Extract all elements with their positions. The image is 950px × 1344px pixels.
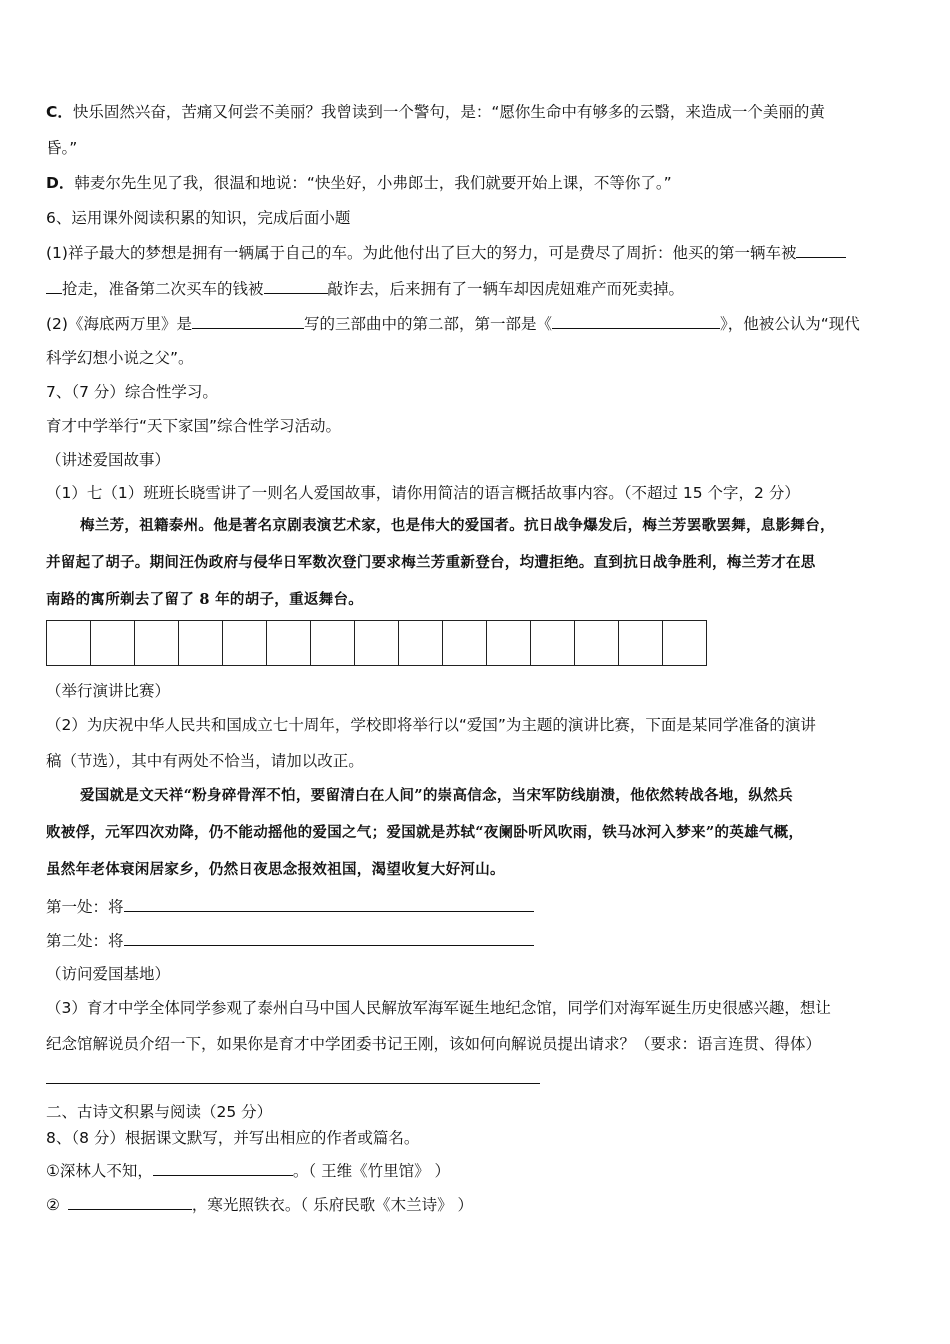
- option-c-line2: 昏。”: [46, 139, 78, 157]
- q8-title: 8、（8 分）根据课文默写，并写出相应的作者或篇名。: [46, 1129, 420, 1147]
- answer-blank[interactable]: [796, 242, 846, 258]
- q6-p1-line2: 抢走，准备第二次买车的钱被 敲诈去，后来拥有了一辆车却因虎妞难产而死卖掉。: [46, 278, 906, 299]
- fix-first: 第一处：将: [46, 896, 906, 917]
- q6-p2-line2: 科学幻想小说之父”。: [46, 349, 194, 367]
- q7-intro: 育才中学举行“天下家国”综合性学习活动。: [46, 417, 342, 435]
- answer-cell[interactable]: [443, 621, 487, 665]
- q8-item2: ② ，寒光照铁衣。（ 乐府民歌《木兰诗》 ）: [46, 1196, 474, 1214]
- answer-cell[interactable]: [531, 621, 575, 665]
- answer-blank[interactable]: [68, 1194, 192, 1210]
- answer-cell[interactable]: [267, 621, 311, 665]
- story-line1: 梅兰芳，祖籍泰州。他是著名京剧表演艺术家，也是伟大的爱国者。抗日战争爆发后，梅兰芳罢歌罢舞，息影舞台，: [80, 517, 835, 534]
- section-story: （讲述爱国故事）: [46, 451, 171, 469]
- q7-task1: （1）七（1）班班长晓雪讲了一则名人爱国故事，请你用简洁的语言概括故事内容。（不超过 15 个字，2 分）: [46, 484, 800, 502]
- q7-task2-line2: 稿（节选），其中有两处不恰当，请加以改正。: [46, 752, 364, 770]
- answer-blank[interactable]: [552, 313, 720, 329]
- answer-blank[interactable]: [124, 896, 534, 912]
- answer-blank[interactable]: [192, 313, 304, 329]
- answer-cell[interactable]: [619, 621, 663, 665]
- q7-task3-line1: （3）育才中学全体同学参观了泰州白马中国人民解放军海军诞生地纪念馆，同学们对海军诞生历史很感兴趣，想让: [46, 999, 831, 1017]
- answer-blank[interactable]: [124, 930, 534, 946]
- option-d-label: D．: [46, 174, 75, 192]
- option-c-line1: C．快乐固然兴奋，苦痛又何尝不美丽？我曾读到一个警句，是：“愿你生命中有够多的云翳，来造成一个美丽的黄: [46, 103, 825, 121]
- answer-cell[interactable]: [223, 621, 267, 665]
- option-d: D．韩麦尔先生见了我，很温和地说：“快坐好，小弗郎士，我们就要开始上课，不等你了。”: [46, 174, 672, 192]
- q6-title: 6、运用课外阅读积累的知识，完成后面小题: [46, 209, 351, 227]
- answer-cell[interactable]: [135, 621, 179, 665]
- option-c-label: C．: [46, 103, 73, 121]
- answer-cell[interactable]: [91, 621, 135, 665]
- speech-line3: 虽然年老体衰闲居家乡，仍然日夜思念报效祖国，渴望收复大好河山。: [46, 861, 505, 878]
- answer-grid: [46, 620, 707, 666]
- q7-task3-line2: 纪念馆解说员介绍一下，如果你是育才中学团委书记王刚，该如何向解说员提出请求？（要求：语言连贯、得体）: [46, 1035, 822, 1053]
- story-line2: 并留起了胡子。期间汪伪政府与侵华日军数次登门要求梅兰芳重新登台，均遭拒绝。直到抗日战争胜利，梅兰芳才在思: [46, 554, 816, 571]
- answer-blank[interactable]: [264, 278, 328, 294]
- q6-p1-line1: (1)祥子最大的梦想是拥有一辆属于自己的车。为此他付出了巨大的努力，可是费尽了周折：他买的第一辆车被: [46, 242, 906, 263]
- part2-title: 二、古诗文积累与阅读（25 分）: [46, 1103, 273, 1121]
- answer-cell[interactable]: [399, 621, 443, 665]
- section-visit: （访问爱国基地）: [46, 965, 171, 983]
- story-line3: 南路的寓所剃去了留了 8 年的胡子，重返舞台。: [46, 591, 364, 608]
- speech-line2: 败被俘，元军四次劝降，仍不能动摇他的爱国之气；爱国就是苏轼“夜阑卧听风吹雨，铁马冰河入梦来”的英雄气概，: [46, 824, 804, 841]
- answer-cell[interactable]: [311, 621, 355, 665]
- answer-line[interactable]: [46, 1083, 540, 1084]
- answer-cell[interactable]: [663, 621, 707, 665]
- fix-second: 第二处：将: [46, 930, 906, 951]
- answer-cell[interactable]: [179, 621, 223, 665]
- answer-cell[interactable]: [355, 621, 399, 665]
- answer-cell[interactable]: [487, 621, 531, 665]
- q8-item1: ①深林人不知， 。（ 王维《竹里馆》 ）: [46, 1162, 451, 1180]
- q6-p2-line1: (2)《海底两万里》是 写的三部曲中的第二部，第一部是《 》，他被公认为“现代: [46, 315, 860, 333]
- section-speech: （举行演讲比赛）: [46, 682, 171, 700]
- answer-cell[interactable]: [47, 621, 91, 665]
- speech-line1: 爱国就是文天祥“粉身碎骨浑不怕，要留清白在人间”的崇高信念，当宋军防线崩溃，他依然转战各地，纵然兵: [80, 787, 793, 804]
- q7-title: 7、（7 分）综合性学习。: [46, 383, 218, 401]
- q7-task2-line1: （2）为庆祝中华人民共和国成立七十周年，学校即将举行以“爱国”为主题的演讲比赛，下面是某同学准备的演讲: [46, 716, 816, 734]
- answer-cell[interactable]: [575, 621, 619, 665]
- answer-blank[interactable]: [46, 278, 62, 294]
- answer-blank[interactable]: [153, 1160, 293, 1176]
